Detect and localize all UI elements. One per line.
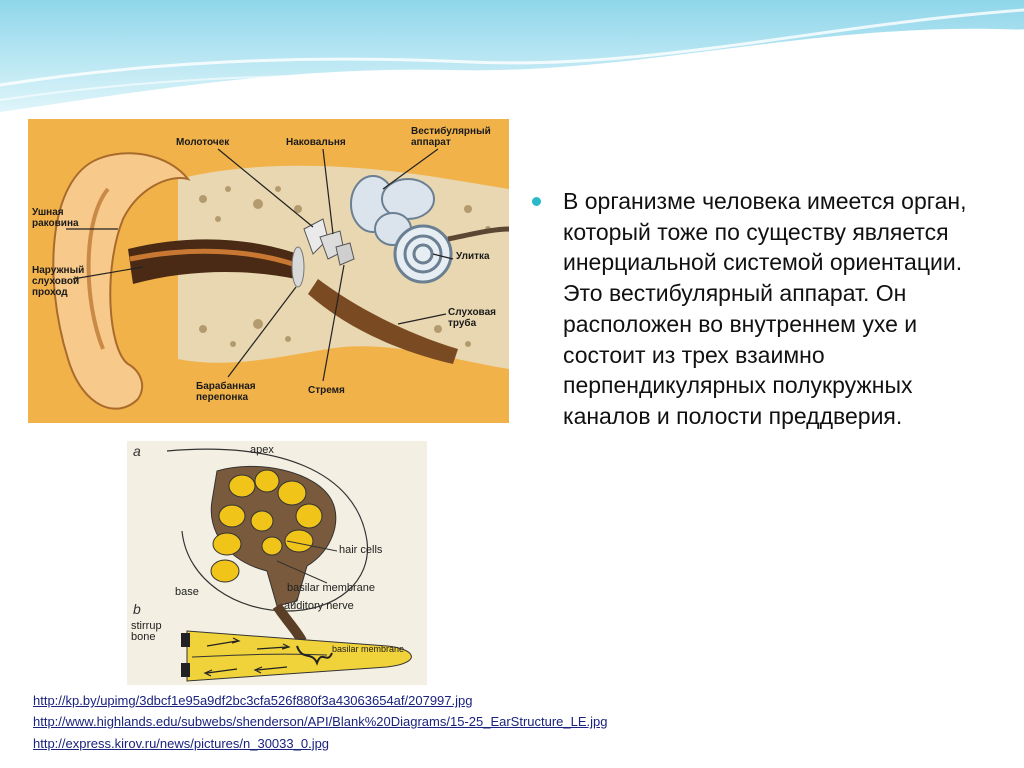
stirrup-bone-label: stirrup bone: [131, 620, 162, 643]
vestibular-apparatus-label: Вестибулярный аппарат: [411, 126, 491, 148]
part-b-letter: b: [133, 601, 141, 617]
part-a-letter: a: [133, 443, 141, 459]
ear-anatomy-diagram: [28, 119, 509, 423]
source-link-3[interactable]: http://express.kirov.ru/news/pictures/n_30033_0.jpg: [33, 735, 330, 751]
main-paragraph: В организме человека имеется орган, который тоже по существу является инерциальной системой ориентации. Это вестибулярный аппарат. Он расположен во внутреннем ухе и состоит из трех взаимно перпендикулярных полукружных каналов и полости преддверия.: [563, 188, 967, 429]
apex-label: apex: [250, 444, 274, 456]
basilar-membrane-b-label: basilar membrane: [332, 644, 405, 654]
ear-canal-label: Наружный слуховой проход: [32, 265, 85, 298]
ear-illustration: [28, 119, 509, 423]
source-links: [33, 690, 608, 754]
stirrup-label: Стремя: [308, 385, 345, 396]
cochlea-diagram: [127, 441, 427, 685]
auricle-label: Ушная раковина: [32, 207, 79, 229]
hammer-label: Молоточек: [176, 137, 230, 148]
base-label: base: [175, 586, 199, 598]
cochlea-label: Улитка: [456, 251, 490, 262]
hair-cells-label: hair cells: [339, 544, 383, 556]
eardrum-label: Барабанная перепонка: [196, 381, 256, 403]
header-wave-decoration: [0, 0, 1024, 120]
eustachian-tube-label: Слуховая труба: [448, 307, 496, 329]
source-link-1[interactable]: http://kp.by/upimg/3dbcf1e95a9df2bc3cfa526f880f3a43063654af/207997.jpg: [33, 693, 473, 708]
auditory-nerve-label: auditory nerve: [284, 600, 354, 612]
anvil-label: Наковальня: [286, 137, 346, 148]
source-link-2[interactable]: http://www.highlands.edu/subwebs/shenderson/API/Blank%20Diagrams/15-25_EarStructure_LE.jpg: [33, 714, 608, 730]
basilar-membrane-label: basilar membrane: [287, 582, 376, 594]
bullet-icon: [532, 197, 541, 206]
